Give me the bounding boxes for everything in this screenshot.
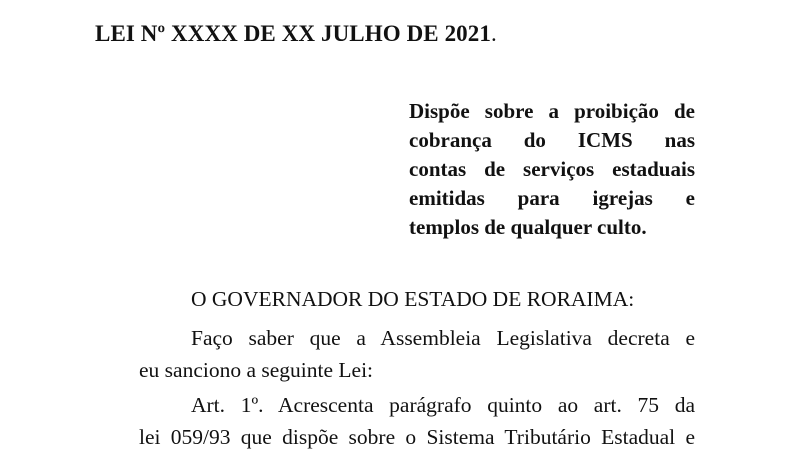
law-title	[95, 20, 497, 48]
ementa-line: Dispõe sobre a proibição de	[409, 99, 695, 123]
ementa-line: emitidas para igrejas e	[409, 186, 695, 210]
article-1-line: lei 059/93 que dispõe sobre o Sistema Tributário Estadual e	[139, 425, 695, 449]
governor-line: O GOVERNADOR DO ESTADO DE RORAIMA:	[191, 287, 635, 311]
ementa-line: templos de qualquer culto.	[409, 215, 647, 239]
saber-line: eu sanciono a seguinte Lei:	[139, 358, 374, 382]
saber-paragraph	[139, 322, 695, 386]
saber-line: Faço saber que a Assembleia Legislativa decreta e	[191, 326, 695, 350]
governor-paragraph	[139, 283, 695, 315]
ementa-line: cobrança do ICMS nas	[409, 128, 695, 152]
law-title-period: .	[490, 21, 497, 46]
article-1-paragraph	[139, 389, 695, 453]
ementa-line: contas de serviços estaduais	[409, 157, 695, 181]
law-ementa	[409, 97, 695, 242]
law-title-text: LEI Nº XXXX DE XX JULHO DE 2021	[95, 21, 491, 46]
article-1-line: Art. 1º. Acrescenta parágrafo quinto ao art. 75 da	[191, 393, 695, 417]
